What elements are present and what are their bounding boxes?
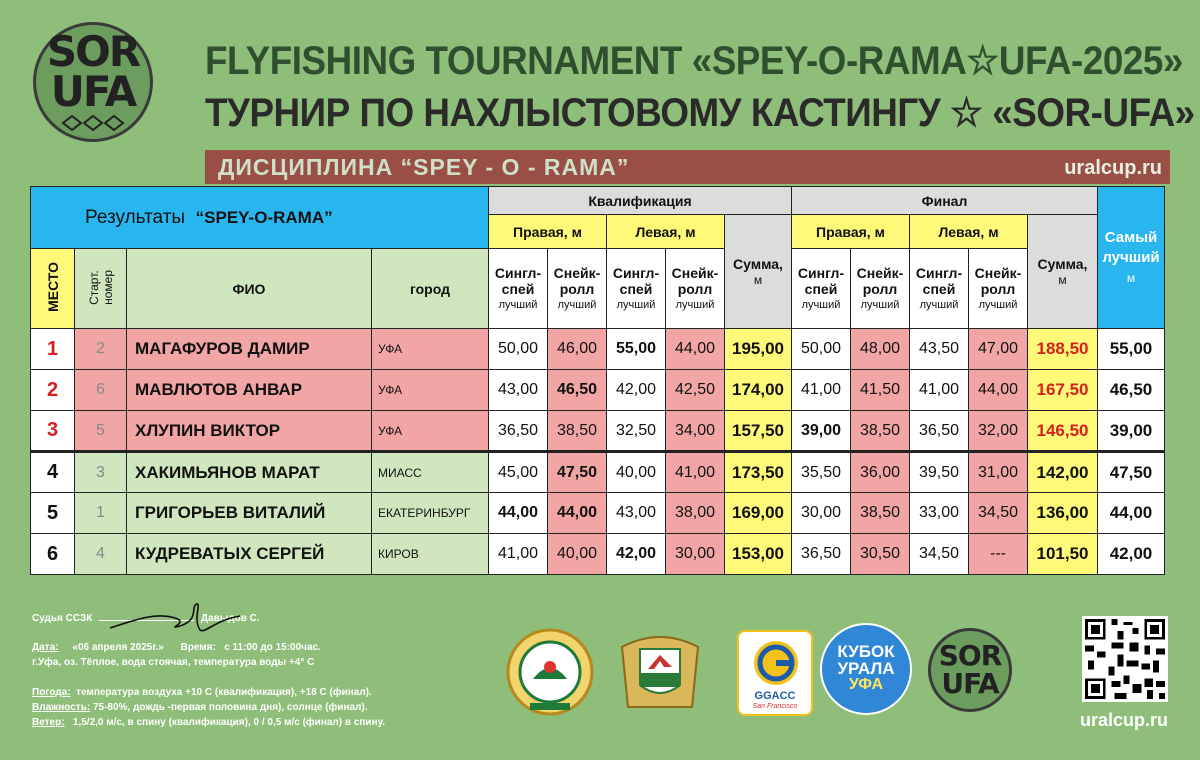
table-row <box>31 329 1165 370</box>
f-single-left-header: Сингл- спей лучший <box>910 249 969 329</box>
judge-name: Давыдов С. <box>200 613 260 624</box>
site-link-bottom[interactable]: uralcup.ru <box>1080 710 1169 730</box>
score-cell: 39,50 <box>910 452 969 493</box>
score-cell: 44,00 <box>489 493 548 534</box>
score-cell: 34,00 <box>666 411 725 452</box>
final-sum-cell: 101,50 <box>1028 534 1098 575</box>
best-overall-header: Самый лучший м <box>1098 187 1165 329</box>
ural-cup-logo: КУБОК УРАЛА УФА <box>820 623 912 715</box>
score-cell: 39,00 <box>792 411 851 452</box>
logo-line2: UFA <box>50 67 136 116</box>
score-cell: 46,00 <box>548 329 607 370</box>
qual-sum-cell: 195,00 <box>725 329 792 370</box>
discipline-title: ДИСЦИПЛИНА “SPEY - O - RAMA” <box>218 154 630 180</box>
date-label: Дата: <box>32 642 59 653</box>
score-cell: 33,00 <box>910 493 969 534</box>
f-snake-left-header: Снейк- ролл лучший <box>969 249 1028 329</box>
final-header: Финал <box>792 187 1098 215</box>
score-cell: 44,00 <box>969 370 1028 411</box>
score-cell: 50,00 <box>792 329 851 370</box>
score-cell: 45,00 <box>489 452 548 493</box>
place-cell: 4 <box>31 452 75 493</box>
final-sum-cell: 146,50 <box>1028 411 1098 452</box>
ggacc-text: GGACC <box>754 690 796 702</box>
final-sum-cell: 136,00 <box>1028 493 1098 534</box>
city-cell: УФА <box>372 329 489 370</box>
final-sum-header: Сумма, м <box>1028 215 1098 329</box>
city-cell: КИРОВ <box>372 534 489 575</box>
start-cell: 1 <box>75 493 127 534</box>
place-cell: 6 <box>31 534 75 575</box>
logo-line1: SOR <box>46 27 140 76</box>
table-row <box>31 493 1165 534</box>
time-label: Время: <box>180 642 216 653</box>
start-cell: 3 <box>75 452 127 493</box>
best-cell: 47,50 <box>1098 452 1165 493</box>
site-link-top[interactable]: uralcup.ru <box>1064 157 1162 179</box>
score-cell: 47,50 <box>548 452 607 493</box>
fio-cell: ХАКИМЬЯНОВ МАРАТ <box>127 452 372 493</box>
fio-cell: ХЛУПИН ВИКТОР <box>127 411 372 452</box>
final-sum-cell: 142,00 <box>1028 452 1098 493</box>
table-row <box>31 370 1165 411</box>
weather-line: Погода: температура воздуха +10 С (квалификация), +18 С (финал). <box>32 687 372 698</box>
signature-icon <box>105 600 245 636</box>
sor-ufa-logo-small: SOR UFA <box>928 628 1012 712</box>
bashkortostan-emblem-icon <box>505 627 595 717</box>
score-cell: 30,00 <box>666 534 725 575</box>
qual-sum-cell: 173,50 <box>725 452 792 493</box>
place-cell: 1 <box>31 329 75 370</box>
city-cell: ЕКАТЕРИНБУРГ <box>372 493 489 534</box>
q-snake-right-header: Снейк- ролл лучший <box>548 249 607 329</box>
score-cell: 43,00 <box>489 370 548 411</box>
score-cell: 35,50 <box>792 452 851 493</box>
date-value: «06 апреля 2025г.» <box>72 642 164 653</box>
table-row <box>31 411 1165 452</box>
ggacc-g-icon <box>751 638 801 688</box>
qual-sum-cell: 174,00 <box>725 370 792 411</box>
place-cell: 3 <box>31 411 75 452</box>
qual-right-header: Правая, м <box>489 215 607 249</box>
wind-line: Ветер: 1,5/2,0 м/с, в спину (квалификация), 0 / 0,5 м/с (финал) в спину. <box>32 717 386 728</box>
qr-code-icon[interactable] <box>1082 616 1168 702</box>
score-cell: 31,00 <box>969 452 1028 493</box>
score-cell: 46,50 <box>548 370 607 411</box>
score-cell: --- <box>969 534 1028 575</box>
score-cell: 44,00 <box>666 329 725 370</box>
ufa-coat-of-arms-icon <box>612 627 708 717</box>
score-cell: 38,50 <box>851 411 910 452</box>
fio-header: ФИО <box>127 249 372 329</box>
best-cell: 39,00 <box>1098 411 1165 452</box>
results-name: “SPEY-O-RAMA” <box>195 207 333 227</box>
start-header: Старт. номер <box>75 249 127 329</box>
score-cell: 40,00 <box>548 534 607 575</box>
score-cell: 36,50 <box>792 534 851 575</box>
final-sum-cell: 167,50 <box>1028 370 1098 411</box>
qual-left-header: Левая, м <box>607 215 725 249</box>
score-cell: 41,00 <box>910 370 969 411</box>
score-cell: 30,50 <box>851 534 910 575</box>
score-cell: 34,50 <box>969 493 1028 534</box>
score-cell: 38,00 <box>666 493 725 534</box>
best-cell: 42,00 <box>1098 534 1165 575</box>
judge-label: Судья ССЗК <box>32 613 93 624</box>
score-cell: 44,00 <box>548 493 607 534</box>
title-russian: ТУРНИР ПО НАХЛЫСТОВОМУ КАСТИНГУ ☆ «SOR-UFA» <box>205 91 1195 135</box>
sor-ufa-logo <box>33 22 153 142</box>
f-single-right-header: Сингл- спей лучший <box>792 249 851 329</box>
score-cell: 48,00 <box>851 329 910 370</box>
score-cell: 32,50 <box>607 411 666 452</box>
ggacc-subtext: San Francisco <box>752 703 798 710</box>
score-cell: 42,00 <box>607 370 666 411</box>
score-cell: 41,00 <box>666 452 725 493</box>
fio-cell: МАВЛЮТОВ АНВАР <box>127 370 372 411</box>
results-label: Результаты <box>85 206 186 228</box>
results-title <box>31 187 489 249</box>
fio-cell: ГРИГОРЬЕВ ВИТАЛИЙ <box>127 493 372 534</box>
place-line: г.Уфа, оз. Тёплое, вода стоячая, температура воды +4° С <box>32 657 315 668</box>
q-single-left-header: Сингл- спей лучший <box>607 249 666 329</box>
city-cell: МИАСС <box>372 452 489 493</box>
score-cell: 41,00 <box>489 534 548 575</box>
city-cell: УФА <box>372 370 489 411</box>
final-sum-cell: 188,50 <box>1028 329 1098 370</box>
humidity-line: Влажность: 75-80%, дождь -первая половина дня), солнце (финал). <box>32 702 368 713</box>
score-cell: 36,50 <box>910 411 969 452</box>
score-cell: 38,50 <box>851 493 910 534</box>
score-cell: 30,00 <box>792 493 851 534</box>
score-cell: 41,50 <box>851 370 910 411</box>
qualification-header: Квалификация <box>489 187 792 215</box>
time-value: с 11:00 до 15:00час. <box>224 642 321 653</box>
score-cell: 41,00 <box>792 370 851 411</box>
city-header: город <box>372 249 489 329</box>
qual-sum-cell: 153,00 <box>725 534 792 575</box>
final-left-header: Левая, м <box>910 215 1028 249</box>
place-header: МЕСТО <box>31 249 75 329</box>
qual-sum-cell: 157,50 <box>725 411 792 452</box>
qual-sum-cell: 169,00 <box>725 493 792 534</box>
ggacc-logo <box>737 630 813 716</box>
score-cell: 40,00 <box>607 452 666 493</box>
score-cell: 36,50 <box>489 411 548 452</box>
ornament-icon <box>58 114 128 132</box>
score-cell: 55,00 <box>607 329 666 370</box>
title-english: FLYFISHING TOURNAMENT «SPEY-O-RAMA☆UFA-2025» <box>205 39 1183 83</box>
score-cell: 38,50 <box>548 411 607 452</box>
start-cell: 5 <box>75 411 127 452</box>
best-cell: 46,50 <box>1098 370 1165 411</box>
start-cell: 6 <box>75 370 127 411</box>
f-snake-right-header: Снейк- ролл лучший <box>851 249 910 329</box>
table-row <box>31 452 1165 493</box>
fio-cell: МАГАФУРОВ ДАМИР <box>127 329 372 370</box>
score-cell: 42,00 <box>607 534 666 575</box>
score-cell: 32,00 <box>969 411 1028 452</box>
score-cell: 50,00 <box>489 329 548 370</box>
results-table <box>30 186 1165 575</box>
score-cell: 42,50 <box>666 370 725 411</box>
score-cell: 47,00 <box>969 329 1028 370</box>
city-cell: УФА <box>372 411 489 452</box>
start-cell: 2 <box>75 329 127 370</box>
table-row <box>31 534 1165 575</box>
score-cell: 36,00 <box>851 452 910 493</box>
best-cell: 55,00 <box>1098 329 1165 370</box>
fio-cell: КУДРЕВАТЫХ СЕРГЕЙ <box>127 534 372 575</box>
best-cell: 44,00 <box>1098 493 1165 534</box>
q-single-right-header: Сингл- спей лучший <box>489 249 548 329</box>
q-snake-left-header: Снейк- ролл лучший <box>666 249 725 329</box>
place-cell: 5 <box>31 493 75 534</box>
score-cell: 34,50 <box>910 534 969 575</box>
date-line <box>32 641 321 654</box>
final-right-header: Правая, м <box>792 215 910 249</box>
score-cell: 43,00 <box>607 493 666 534</box>
qual-sum-header: Сумма, м <box>725 215 792 329</box>
place-cell: 2 <box>31 370 75 411</box>
score-cell: 43,50 <box>910 329 969 370</box>
start-cell: 4 <box>75 534 127 575</box>
